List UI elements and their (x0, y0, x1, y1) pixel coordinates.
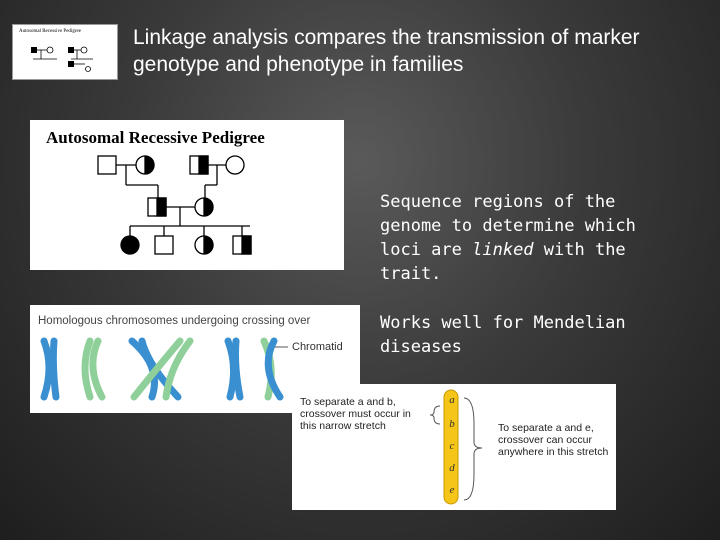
narrow-stretch-text: To separate a and b, crossover must occur in this narrow stretch (300, 396, 411, 432)
pedigree-chart (30, 120, 344, 270)
crossing-over-title: Homologous chromosomes undergoing crossing over (38, 315, 311, 327)
chromatid-label: Chromatid (292, 341, 343, 353)
pedigree-title: Autosomal Recessive Pedigree (46, 128, 265, 147)
allele-b: b (449, 418, 455, 430)
bullet-linkage-text-1: Sequence regions of the genome to determine which loci are (380, 192, 636, 260)
slide-title: Linkage analysis compares the transmission of marker genotype and phenotype in families (133, 26, 640, 76)
allele-a: a (449, 394, 455, 406)
bullet-linkage-text-2: with the trait. (380, 240, 626, 284)
thumbnail-pedigree-graphic (13, 25, 117, 79)
crossover-distance-figure (292, 384, 616, 510)
wide-stretch-text: To separate a and e, crossover can occur anywhere in this stretch (498, 422, 609, 458)
bullet-mendelian: Works well for Mendelian diseases (380, 313, 626, 357)
pedigree-figure (30, 120, 344, 270)
bullet-linkage-emphasis: linked (472, 240, 534, 260)
thumbnail-title: Autosomal Recessive Pedigree (19, 29, 81, 34)
allele-c: c (449, 440, 455, 452)
allele-e: e (449, 484, 455, 496)
pedigree-thumbnail (12, 24, 118, 80)
allele-d: d (449, 462, 455, 474)
bullet-linkage (380, 190, 680, 286)
